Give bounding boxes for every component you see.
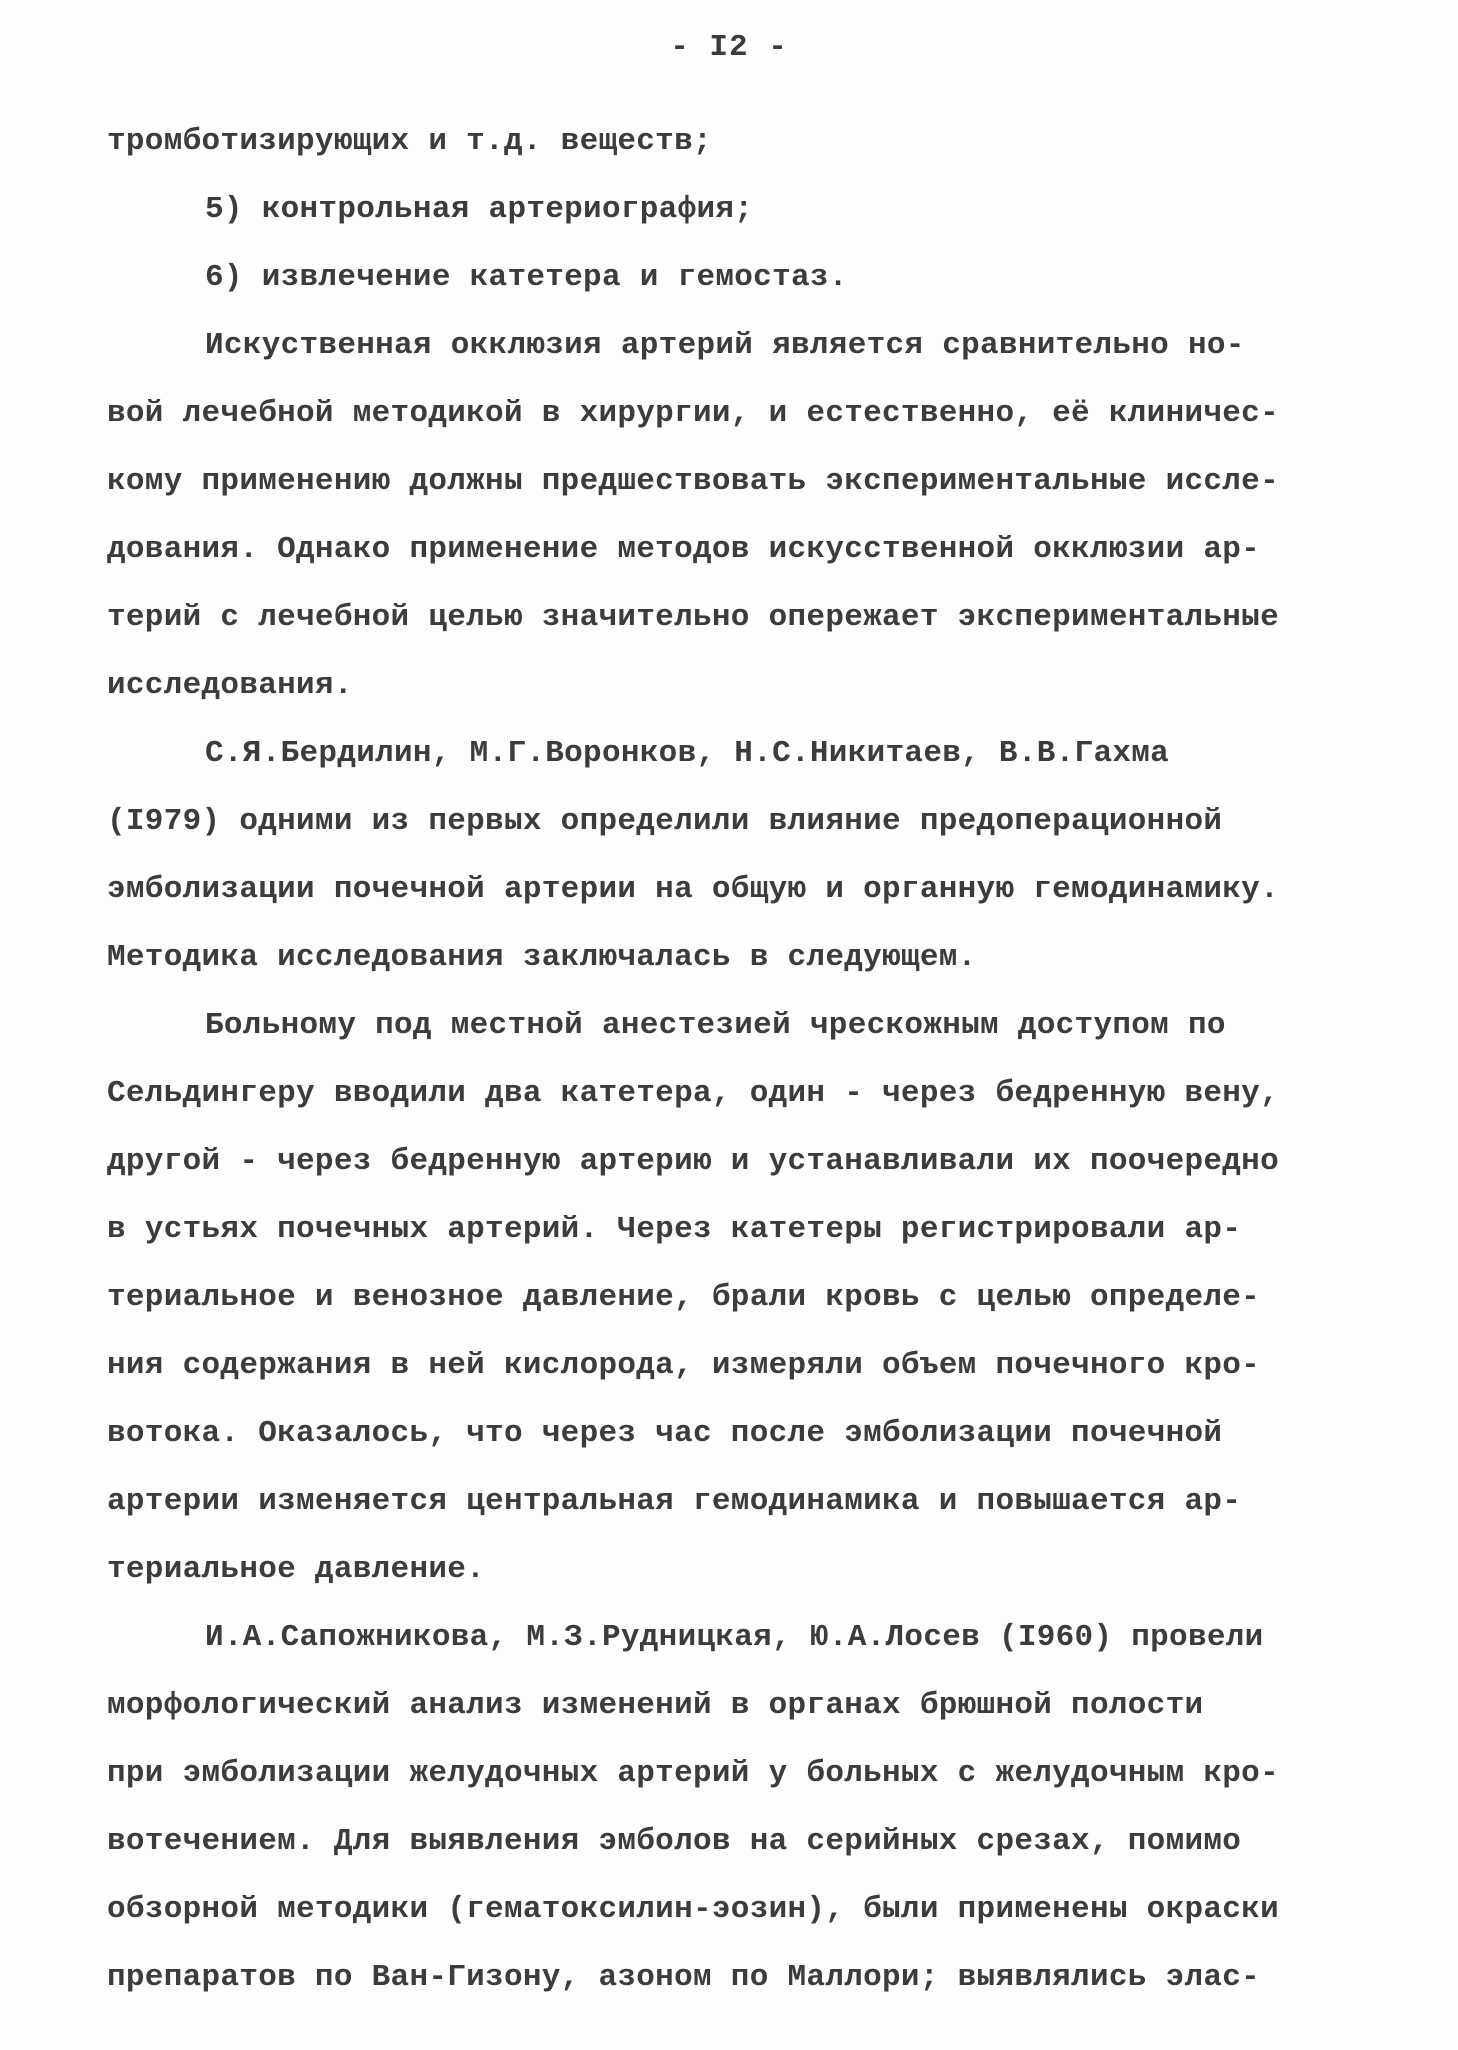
text-line: кому применению должны предшествовать экспериментальные иссле-	[107, 464, 1279, 499]
text-line: обзорной методики (гематоксилин-эозин), были применены окраски	[107, 1892, 1279, 1927]
text-line: артерии изменяется центральная гемодинамика и повышается ар-	[107, 1484, 1242, 1519]
paragraph-start-line: Больному под местной анестезией чрескожным доступом по	[205, 1008, 1226, 1043]
text-line: ния содержания в ней кислорода, измеряли объем почечного кро-	[107, 1348, 1261, 1383]
text-line: Сельдингеру вводили два катетера, один - через бедренную вену,	[107, 1076, 1279, 1111]
text-line: тромботизирующих и т.д. веществ;	[107, 124, 712, 159]
text-line: терий с лечебной целью значительно опережает экспериментальные	[107, 600, 1279, 635]
text-line: вотока. Оказалось, что через час после эмболизации почечной	[107, 1416, 1223, 1451]
text-line: 6) извлечение катетера и гемостаз.	[205, 260, 848, 295]
paragraph-start-line: Искуственная окклюзия артерий является сравнительно но-	[205, 328, 1245, 363]
text-line: (I979) одними из первых определили влияние предоперационной	[107, 804, 1223, 839]
body-text	[107, 108, 1367, 2012]
text-line: вотечением. Для выявления эмболов на серийных срезах, помимо	[107, 1824, 1242, 1859]
text-line: дования. Однако применение методов искусственной окклюзии ар-	[107, 532, 1261, 567]
page-number: - I2 -	[670, 30, 788, 65]
text-line: Методика исследования заключалась в следующем.	[107, 940, 977, 975]
text-line: териальное и венозное давление, брали кровь с целью определе-	[107, 1280, 1261, 1315]
text-line: 5) контрольная артериография;	[205, 192, 754, 227]
text-line: эмболизации почечной артерии на общую и органную гемодинамику.	[107, 872, 1279, 907]
text-line: препаратов по Ван-Гизону, азоном по Маллори; выявлялись элас-	[107, 1960, 1261, 1995]
paragraph-start-line: И.А.Сапожникова, М.З.Рудницкая, Ю.А.Лосев (I960) провели	[205, 1620, 1264, 1655]
paragraph-start-line: С.Я.Бердилин, М.Г.Воронков, Н.С.Никитаев, В.В.Гахма	[205, 736, 1170, 771]
text-line: морфологический анализ изменений в органах брюшной полости	[107, 1688, 1204, 1723]
text-line: в устьях почечных артерий. Через катетеры регистрировали ар-	[107, 1212, 1242, 1247]
text-line: исследования.	[107, 668, 353, 703]
text-line: вой лечебной методикой в хирургии, и естественно, её клиничес-	[107, 396, 1279, 431]
text-line: териальное давление.	[107, 1552, 486, 1587]
text-line: при эмболизации желудочных артерий у больных с желудочным кро-	[107, 1756, 1279, 1791]
text-line: другой - через бедренную артерию и устанавливали их поочередно	[107, 1144, 1279, 1179]
